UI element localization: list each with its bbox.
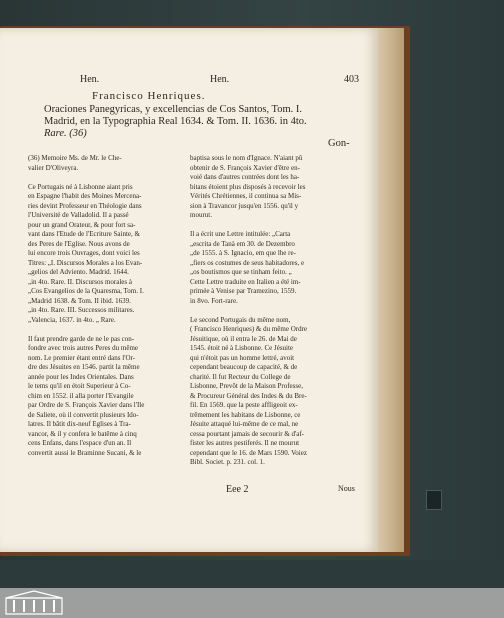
text-line: ( Francisco Henriques) & du même Ordre [190, 325, 308, 333]
text-line: par Ordre de S. François Xavier dans l'Ile [28, 401, 145, 409]
text-line: „Valencia, 1637. in 4to. „ Rare. [28, 315, 116, 324]
entry-title: Francisco Henriques. [92, 90, 206, 102]
text-line: „fiers os costumes de seus habitadores, e [190, 258, 305, 267]
text-line: ries devint Professeur en Théologie dans [28, 201, 142, 210]
text-line: dre des Jésuites en 1546. partit la même [28, 363, 140, 371]
book-page [0, 28, 378, 552]
right-column [190, 154, 350, 468]
text-line: qui n'étoit pas un homme lettré, avoit [190, 353, 295, 362]
text-line: charité. Il fut Recteur du College de [190, 372, 291, 381]
text-line: in 8vo. Fort-rare. [190, 296, 238, 305]
page-number: 403 [344, 74, 359, 85]
text-line: Ce Portugais né à Lisbonne aiant pris [28, 182, 133, 191]
text-line: des Peres de l'Eglise. Nous avons de [28, 239, 130, 248]
text-line: Jésuite attaqué lui-même de ce mal, ne [190, 420, 299, 428]
text-line [28, 325, 178, 335]
text-line: Cette Lettre traduite en Italien a été im- [190, 277, 301, 286]
text-line [190, 306, 350, 316]
text-line: baptisa sous le nom d'Ignace. N'aiant pû [190, 154, 303, 162]
text-line: l'Université de Valladolid. Il a passé [28, 211, 129, 219]
text-line: Titres: „I. Discursos Morales a los Evan- [28, 258, 143, 267]
text-line: fil. En 1569. que la peste affligeoit ex- [190, 401, 298, 409]
text-line: Jésuitique, où il entra le 26. de Mai de [190, 334, 297, 343]
text-line [190, 221, 350, 231]
spine-label [426, 490, 442, 510]
footer-bar [0, 588, 504, 618]
text-line: bitans étoient plus disposés à recevoir les [190, 182, 306, 191]
text-line: „gelios del Adviento. Madrid. 1644. [28, 268, 129, 276]
text-line: fondre avec trois autres Peres du même [28, 344, 139, 352]
text-line: en Espagne l'habit des Moines Mercena- [28, 192, 142, 200]
text-line: „in 4to. Rare. II. Discursos morales à [28, 277, 132, 286]
text-line: „os boutismos que se tinham feito. „ [190, 268, 292, 276]
text-line: „escrita de Tanà em 30. de Dezembro [190, 239, 295, 248]
text-line: 1545. étoit né à Lisbonne. Ce Jésuite [190, 344, 294, 352]
text-line: vancor, & il y confera le batême à cinq [28, 429, 137, 438]
text-line: de Saliete, où il convertit plusieurs Ido- [28, 410, 139, 419]
book-title-line-3: Rare. (36) [44, 128, 87, 139]
text-line: trêmement les habitans de Lisbonne, ce [190, 410, 301, 419]
text-line: mourut. [190, 211, 212, 219]
text-line: cens Enfans, dans l'espace d'un an. Il [28, 439, 132, 447]
text-line: & Procureur Général des Indes & du Bre- [190, 391, 307, 400]
signature-mark: Eee 2 [226, 484, 249, 495]
text-line: Il a écrit une Lettre intitulée: „Carta [190, 230, 291, 238]
text-line: pour un grand Orateur, & pour fort sa- [28, 220, 136, 229]
book-title-line-1: Oraciones Panegyricas, y excellencias de Cos Santos, Tom. I. [44, 104, 303, 115]
text-line: Il faut prendre garde de ne le pas con- [28, 334, 135, 343]
text-line: cependant que le 16. de Mars 1590. Voiez [190, 448, 307, 457]
text-line: cessa pourtant jamais de secourir & d'af- [190, 429, 304, 438]
text-line: primée à Venise par Tramezino, 1559. [190, 287, 297, 295]
text-line: cependant beaucoup de capacité, & de [190, 363, 298, 371]
text-line: voié dans d'autres contrées dont les ha- [190, 173, 300, 181]
text-line: année pour les Indes Orientales. Dans [28, 372, 134, 381]
text-line: „Madrid 1638. & Tom. II ibid. 1639. [28, 296, 131, 305]
text-line: fister les autres pestiferés. Il ne mourut [190, 439, 300, 447]
text-line: Lisbonne, Prevôt de la Maison Professe, [190, 382, 303, 390]
book-title-line-2: Madrid, en la Typographia Real 1634. & Tom. II. 1636. in 4to. [44, 116, 307, 127]
text-line: le tems qu'il en étoit Superieur à Co- [28, 382, 131, 390]
catchword-top: Gon- [328, 138, 350, 149]
text-line: Vérités Chrétiennes, il continua sa Mis- [190, 192, 302, 200]
running-head-center: Hen. [210, 74, 230, 85]
page-edges [376, 28, 404, 552]
text-line: Bibl. Societ. p. 231. col. 1. [190, 458, 265, 466]
text-line: latres. Il bâtit dix-neuf Eglises à Tra- [28, 420, 131, 428]
text-line: (36) Memoire Ms. de Mr. le Che- [28, 154, 122, 162]
text-line: Le second Portugais du même nom, [190, 315, 291, 324]
text-line: convertit aussi le Braminne Sucani, & le [28, 448, 142, 457]
text-line: „in 4to. Rare. III. Successos militares. [28, 306, 135, 314]
text-line: sion à Travancor jusqu'en 1556. qu'il y [190, 201, 299, 210]
left-column [28, 154, 178, 458]
text-line [28, 173, 178, 183]
text-line: obtenir de S. François Xavier d'être en- [190, 163, 300, 172]
text-line: lui encore trois Ouvrages, dont voici les [28, 249, 140, 257]
text-line: „de 1555. à S. Ignacio, em que lhe re- [190, 249, 296, 257]
text-line: chim en 1552. il alla porter l'Evangile [28, 391, 134, 400]
text-line: valier D'Oliveyra. [28, 163, 79, 172]
text-line: „Cos Evangelios de la Quaresma, Tom. I. [28, 287, 144, 295]
library-logo-icon [4, 590, 64, 616]
text-line: nom. Le premier étant entré dans l'Or- [28, 353, 136, 362]
text-line: vant dans l'Etude de l'Ecriture Sainte, & [28, 230, 140, 238]
catchword-bottom: Nous [338, 484, 355, 493]
running-head-left: Hen. [80, 74, 100, 85]
